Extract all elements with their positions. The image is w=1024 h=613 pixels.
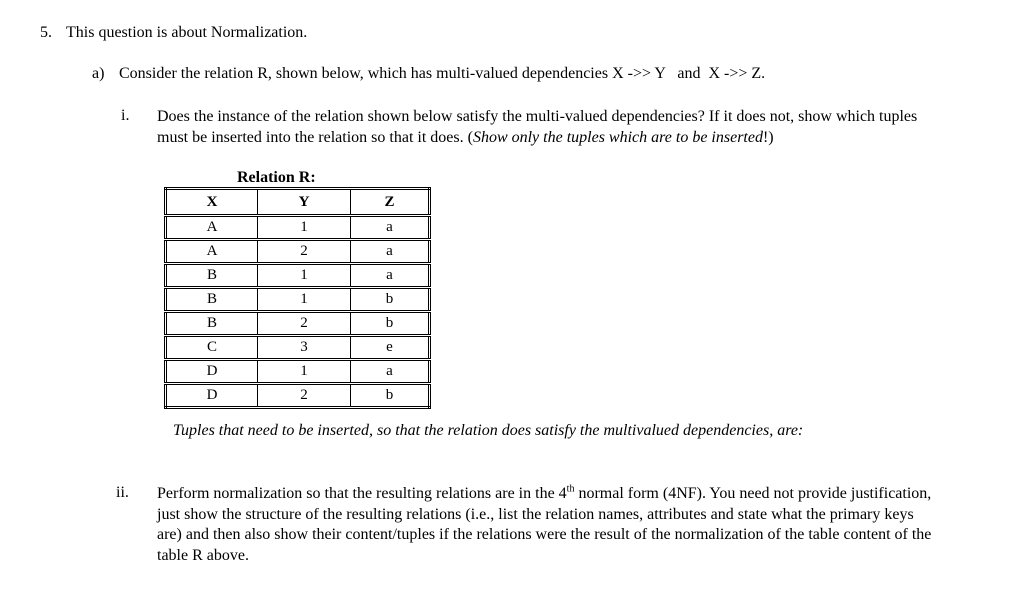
sub-ii-superscript: th <box>566 483 575 495</box>
table-row <box>166 216 430 240</box>
cell-x: A <box>166 216 258 240</box>
header-x: X <box>166 189 258 216</box>
cell-z: a <box>351 240 430 264</box>
part-a-label: a) <box>92 65 105 82</box>
question-number: 5. <box>40 24 52 41</box>
cell-x: B <box>166 312 258 336</box>
sub-i-text-end: !) <box>762 128 774 146</box>
relation-table <box>164 187 431 409</box>
relation-caption: Relation R: <box>237 169 316 186</box>
table-row <box>166 336 430 360</box>
cell-x: C <box>166 336 258 360</box>
cell-y: 2 <box>258 312 351 336</box>
cell-x: B <box>166 288 258 312</box>
cell-y: 2 <box>258 384 351 408</box>
cell-x: B <box>166 264 258 288</box>
cell-z: b <box>351 312 430 336</box>
cell-z: a <box>351 360 430 384</box>
table-row <box>166 312 430 336</box>
table-row <box>166 288 430 312</box>
sub-i-text-plain: Does the instance of the relation shown below satisfy the multi-valued dependencies? If it does not, show which tuples must be inserted into the relation so that it does. ( <box>157 108 918 146</box>
sub-i-text <box>157 107 937 148</box>
sub-i-label: i. <box>121 107 130 124</box>
question-text: This question is about Normalization. <box>66 24 308 41</box>
cell-z: a <box>351 264 430 288</box>
cell-x: D <box>166 360 258 384</box>
sub-ii-text-after: normal form (4NF). You need not provide justification, just show the structure of the resulting relations (i.e., list the relation names, attributes and state what the primary keys are) and then also show their content/tuples if the relations were the result of the normalization of the table content of the table R above. <box>157 485 932 564</box>
cell-z: b <box>351 384 430 408</box>
table-row <box>166 384 430 408</box>
sub-ii-label: ii. <box>116 484 129 501</box>
part-a-text: Consider the relation R, shown below, which has multi-valued dependencies X ->> Y and X ->> Z. <box>119 65 766 82</box>
cell-y: 1 <box>258 264 351 288</box>
sub-ii-text-before: Perform normalization so that the resulting relations are in the 4 <box>157 485 567 502</box>
table-row <box>166 240 430 264</box>
part-a <box>92 65 765 83</box>
table-row <box>166 360 430 384</box>
cell-y: 2 <box>258 240 351 264</box>
cell-z: e <box>351 336 430 360</box>
cell-y: 3 <box>258 336 351 360</box>
cell-x: A <box>166 240 258 264</box>
sub-i-text-italic: Show only the tuples which are to be inserted <box>472 128 763 146</box>
answer-note: Tuples that need to be inserted, so that the relation does satisfy the multivalued dependencies, are: <box>173 422 804 439</box>
sub-ii-text <box>157 484 937 566</box>
cell-z: b <box>351 288 430 312</box>
relation-header-row <box>166 189 430 216</box>
cell-x: D <box>166 384 258 408</box>
cell-y: 1 <box>258 216 351 240</box>
header-y: Y <box>258 189 351 216</box>
question-heading <box>40 24 307 42</box>
table-row <box>166 264 430 288</box>
cell-y: 1 <box>258 288 351 312</box>
cell-z: a <box>351 216 430 240</box>
header-z: Z <box>351 189 430 216</box>
cell-y: 1 <box>258 360 351 384</box>
